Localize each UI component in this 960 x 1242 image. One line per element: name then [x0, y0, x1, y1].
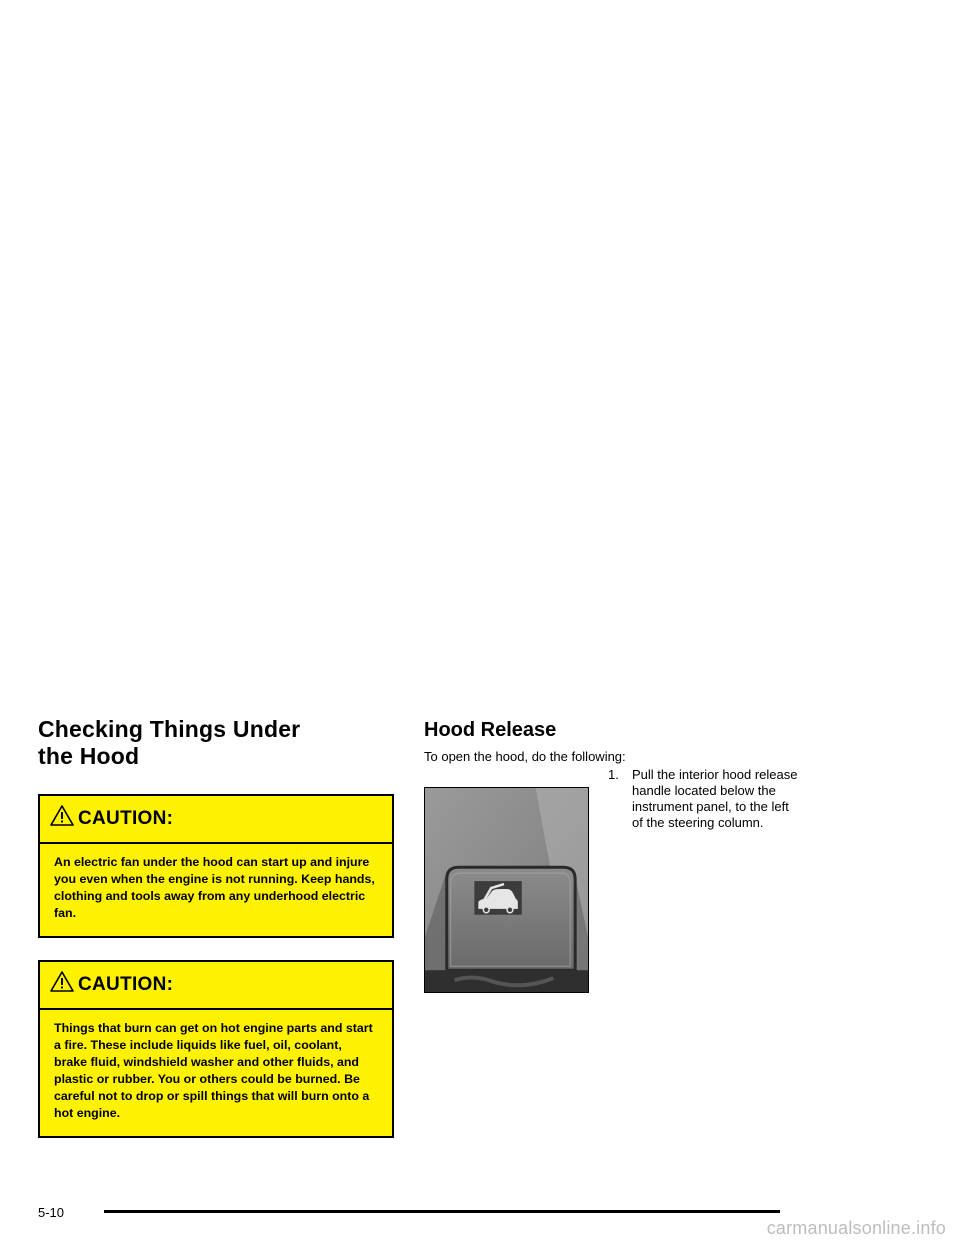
step-text: Pull the interior hood release handle located below the instrument panel, to the left of the steering column.	[632, 767, 798, 830]
title-line-1: Checking Things Under	[38, 716, 301, 742]
caution-box-fire	[38, 960, 394, 1138]
step-1	[608, 767, 798, 831]
caution-label: CAUTION:	[78, 808, 174, 829]
watermark: carmanualsonline.info	[766, 1218, 946, 1238]
caution-text: An electric fan under the hood can start up and injure you even when the engine is not running. Keep hands, clothing and tools away from any underhood electric fan.	[40, 844, 392, 936]
caution-header	[40, 796, 392, 844]
caution-box-fan	[38, 794, 394, 938]
right-column	[424, 716, 844, 830]
intro-text: To open the hood, do the following:	[424, 749, 626, 764]
title-line-2: the Hood	[38, 743, 140, 769]
caution-label: CAUTION:	[78, 974, 174, 995]
page-number: 5-10	[38, 1205, 65, 1220]
section-title-checking	[38, 716, 394, 770]
hood-release-photo	[424, 787, 589, 993]
warning-triangle-icon	[50, 970, 74, 994]
caution-header	[40, 962, 392, 1010]
footer-rule	[104, 1210, 780, 1213]
left-column	[38, 716, 394, 1138]
caution-text: Things that burn can get on hot engine parts and start a fire. These include liquids like fuel, oil, coolant, brake fluid, windshield washer and other fluids, and plastic or rubber. You or others could be burned. Be careful not to drop or spill things that will burn onto a hot engine.	[40, 1010, 392, 1136]
warning-triangle-icon	[50, 804, 74, 828]
step-number: 1.	[608, 767, 619, 782]
section-title-hood-release: Hood Release	[424, 719, 557, 741]
